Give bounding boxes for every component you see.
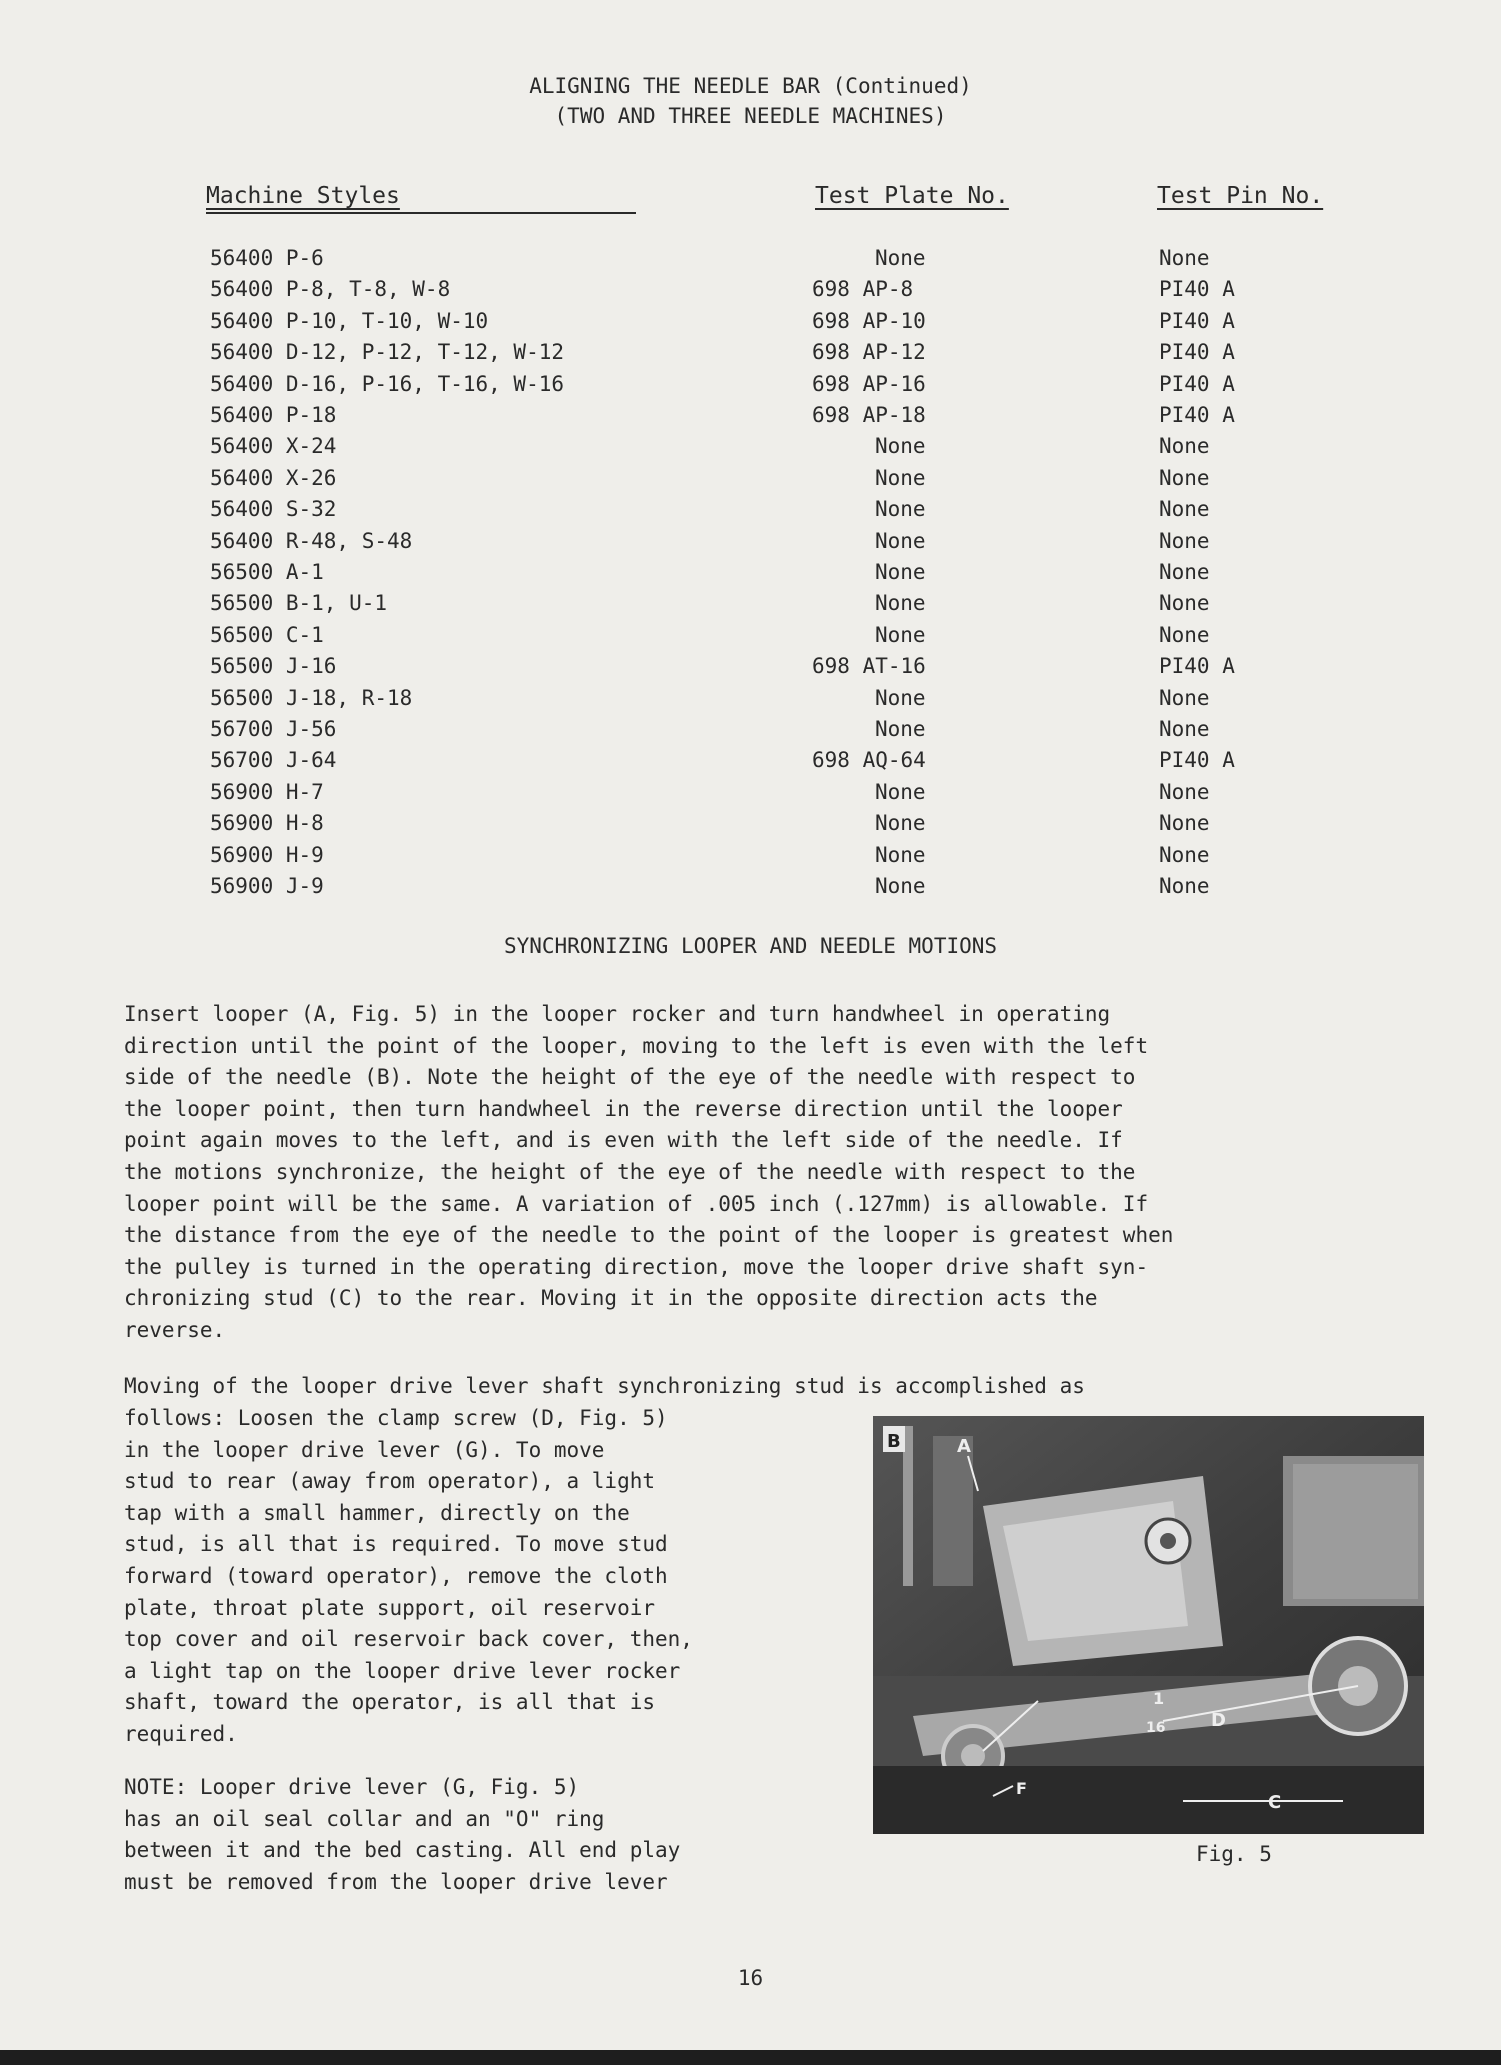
table-cell-plate: None <box>875 622 926 647</box>
table-cell-pin: None <box>1159 779 1210 804</box>
header-machine-styles: Machine Styles <box>206 183 400 209</box>
table-cell-pin: PI40 A <box>1159 308 1235 333</box>
table-cell-plate: None <box>875 560 926 584</box>
table-cell-pin: PI40 A <box>1159 340 1235 365</box>
table-cell-pin: None <box>1159 717 1210 741</box>
table-cell-pin: PI40 A <box>1159 748 1235 773</box>
table-cell-pin: None <box>1159 528 1210 553</box>
table-cell-pin: None <box>1159 434 1210 459</box>
table-cell-plate: None <box>875 779 926 804</box>
table-cell-plate: 698 AP-10 <box>812 308 926 333</box>
table-cell-pin: None <box>1159 842 1210 867</box>
table-cell-pin: None <box>1159 591 1210 616</box>
table-cell-plate: 698 AP-8 <box>812 277 914 302</box>
section-title: SYNCHRONIZING LOOPER AND NEEDLE MOTIONS <box>503 934 998 958</box>
header-underline <box>206 212 636 214</box>
table-cell-plate: 698 AP-12 <box>812 340 926 365</box>
table-cell-plate: None <box>875 591 926 616</box>
table-cell-style: 56400 R-48, S-48 <box>210 528 413 553</box>
table-cell-plate: 698 AP-16 <box>812 371 926 396</box>
table-cell-plate: None <box>875 717 926 741</box>
table-cell-style: 56400 P-6 <box>210 246 324 270</box>
table-cell-pin: PI40 A <box>1159 654 1235 679</box>
label-d: D <box>1211 1710 1226 1731</box>
table-cell-pin: None <box>1159 465 1210 490</box>
paragraph-moving-first-line: Moving of the looper drive lever shaft synchronizing stud is accomplished as <box>124 1374 1085 1398</box>
table-cell-pin: None <box>1159 497 1210 522</box>
table-cell-style: 56500 J-16 <box>210 654 337 679</box>
figure-caption: Fig. 5 <box>1196 1842 1272 1866</box>
table-cell-pin: PI40 A <box>1159 277 1235 302</box>
table-cell-style: 56400 X-26 <box>210 465 337 490</box>
table-cell-style: 56400 S-32 <box>210 497 337 522</box>
table-cell-pin: PI40 A <box>1159 403 1235 427</box>
table-cell-style: 56700 J-64 <box>210 748 337 773</box>
table-cell-plate: None <box>875 811 926 836</box>
table-cell-style: 56500 A-1 <box>210 560 324 584</box>
table-cell-style: 56400 X-24 <box>210 434 337 459</box>
table-cell-pin: None <box>1159 246 1210 270</box>
table-cell-pin: None <box>1159 622 1210 647</box>
table-cell-plate: 698 AP-18 <box>812 403 926 427</box>
table-cell-style: 56400 P-10, T-10, W-10 <box>210 308 489 333</box>
page-title: ALIGNING THE NEEDLE BAR (Continued) <box>529 74 972 98</box>
table-cell-style: 56700 J-56 <box>210 717 337 741</box>
machine-photo-illustration <box>873 1416 1424 1834</box>
table-cell-style: 56900 J-9 <box>210 874 324 898</box>
table-cell-plate: None <box>875 246 926 270</box>
paragraph-synchronizing: Insert looper (A, Fig. 5) in the looper rocker and turn handwheel in operating direction until the point of the looper, moving to the left is even with the left side of the needle (B). Note the height of the eye of the needle with respect to the looper point, then turn handwheel in the reverse direction until the looper point again moves to the left, and is even with the left side of the needle. If the motions synchronize, the height of the eye of the needle with respect to the looper point will be the same. A variation of .005 inch (.127mm) is allowable. If the distance from the eye of the needle to the point of the looper is greatest when the pulley is turned in the operating direction, move the looper drive shaft syn- chronizing stud (C) to the rear. Moving it in the opposite direction acts the reverse. <box>124 1002 1174 1342</box>
page-subtitle: (TWO AND THREE NEEDLE MACHINES) <box>554 104 947 128</box>
label-frac-den: 16 <box>1146 1720 1166 1736</box>
table-cell-plate: None <box>875 434 926 459</box>
page-number: 16 <box>737 1966 764 1990</box>
note-paragraph: NOTE: Looper drive lever (G, Fig. 5) has an oil seal collar and an "O" ring between it and the bed casting. All end play must be removed from the looper drive lever <box>124 1775 681 1894</box>
paragraph-moving: follows: Loosen the clamp screw (D, Fig. 5) in the looper drive lever (G). To move stud to rear (away from operator), a light tap with a small hammer, directly on the stud, is all that is required. To move stud forward (toward operator), remove the cloth plate, throat plate support, oil reservoir top cover and oil reservoir back cover, then, a light tap on the looper drive lever rocker shaft, toward the operator, is all that is required. <box>124 1406 693 1746</box>
label-b: B <box>887 1431 901 1452</box>
table-cell-style: 56400 D-12, P-12, T-12, W-12 <box>210 340 565 365</box>
table-cell-pin: None <box>1159 560 1210 584</box>
scan-edge <box>0 2050 1501 2065</box>
table-cell-plate: None <box>875 497 926 522</box>
table-cell-pin: None <box>1159 811 1210 836</box>
table-cell-plate: None <box>875 685 926 710</box>
label-c: C <box>1268 1792 1282 1813</box>
table-cell-style: 56400 P-8, T-8, W-8 <box>210 277 451 302</box>
table-cell-plate: None <box>875 465 926 490</box>
table-cell-plate: None <box>875 842 926 867</box>
table-cell-plate: None <box>875 528 926 553</box>
table-cell-style: 56900 H-9 <box>210 842 324 867</box>
table-cell-style: 56500 J-18, R-18 <box>210 685 413 710</box>
table-cell-pin: None <box>1159 874 1210 898</box>
table-cell-plate: None <box>875 874 926 898</box>
table-cell-style: 56900 H-7 <box>210 779 324 804</box>
label-f: F <box>1016 1779 1027 1798</box>
table-cell-plate: 698 AQ-64 <box>812 748 926 773</box>
table-cell-plate: 698 AT-16 <box>812 654 926 679</box>
header-test-pin: Test Pin No. <box>1157 183 1324 209</box>
label-frac-num: 1 <box>1153 1689 1165 1708</box>
table-cell-pin: PI40 A <box>1159 371 1235 396</box>
table-cell-style: 56400 D-16, P-16, T-16, W-16 <box>210 371 565 396</box>
table-cell-style: 56900 H-8 <box>210 811 324 836</box>
table-cell-style: 56400 P-18 <box>210 403 337 427</box>
table-cell-style: 56500 B-1, U-1 <box>210 591 388 616</box>
figure-5-photo <box>873 1416 1424 1834</box>
header-test-plate: Test Plate No. <box>815 183 1009 209</box>
table-cell-pin: None <box>1159 685 1210 710</box>
table-cell-style: 56500 C-1 <box>210 622 324 647</box>
label-a: A <box>957 1436 971 1457</box>
